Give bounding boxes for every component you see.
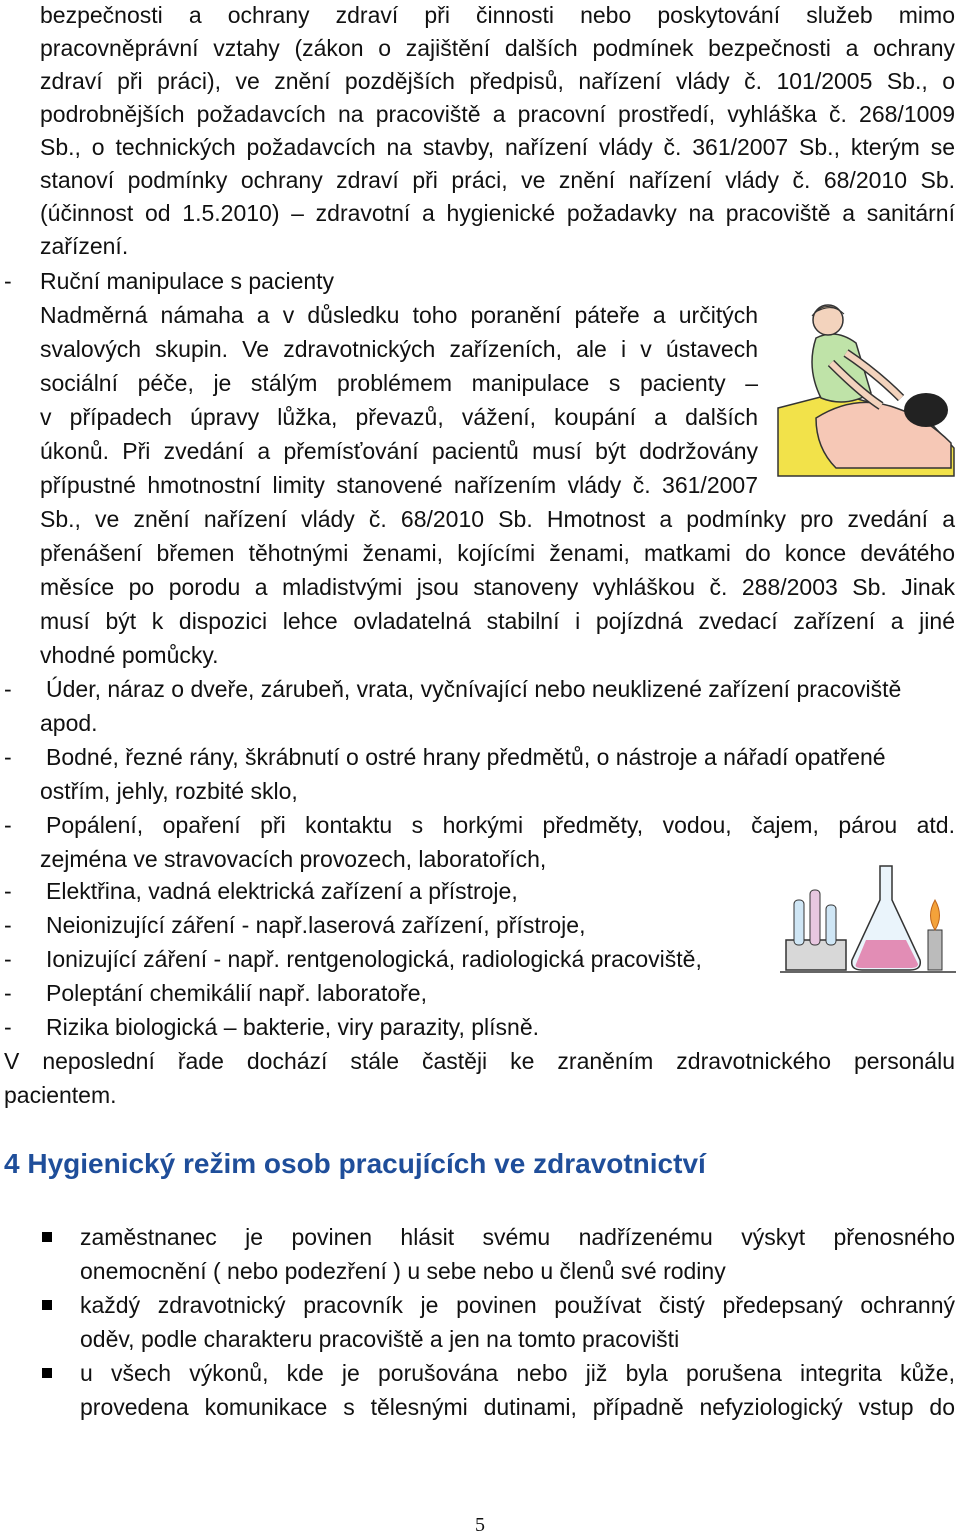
text-line: zařízení.	[40, 233, 129, 259]
list-dash: -	[4, 268, 12, 294]
text-line: úkonů. Při zvedání a přemísťování pacientů musí být dodržovány	[40, 438, 758, 464]
bullet-item-cont: provedena komunikace s tělesnými dutinami, případně nefyziologický vstup do	[80, 1394, 955, 1420]
text-line: Nadměrná námaha a v důsledku toho poranění páteře a určitých	[40, 302, 758, 328]
list-dash: -	[4, 812, 12, 838]
text-line: Sb., ve znění nařízení vlády č. 68/2010 Sb. Hmotnost a podmínky pro zvedání a	[40, 506, 955, 532]
list-dash: -	[4, 744, 12, 770]
text-line: podrobnějších požadavcích na pracoviště a pracovní prostředí, vyhláška č. 268/1009	[40, 101, 955, 127]
list-dash: -	[4, 676, 12, 702]
text-line: pacientem.	[4, 1082, 117, 1108]
text-line: stanoví podmínky ochrany zdraví při práci, ve znění nařízení vlády č. 68/2010 Sb.	[40, 167, 955, 193]
text-line: vhodné pomůcky.	[40, 642, 219, 668]
text-line: musí být k dispozici lehce ovladatelná stabilní i pojízdná zvedací zařízení a jiné	[40, 608, 955, 634]
text-line: měsíce po porodu a mladistvými jsou stanoveny vyhláškou č. 288/2003 Sb. Jinak	[40, 574, 955, 600]
list-item: Bodné, řezné rány, škrábnutí o ostré hrany předmětů, o nástroje a nářadí opatřené	[46, 744, 886, 770]
text-line: zdraví při práci), ve znění pozdějších předpisů, nařízení vlády č. 101/2005 Sb., o	[40, 68, 955, 94]
section-heading: 4 Hygienický režim osob pracujících ve zdravotnictví	[4, 1148, 706, 1179]
text-line: v případech úpravy lůžka, převazů, vážení, koupání a dalších	[40, 404, 758, 430]
bullet-item-cont: oděv, podle charakteru pracoviště a jen na tomto pracovišti	[80, 1326, 680, 1352]
list-item-cont: zejména ve stravovacích provozech, laboratořích,	[40, 846, 547, 872]
manipulation-title: Ruční manipulace s pacienty	[40, 268, 335, 294]
text-line: V neposlední řade dochází stále častěji ke zraněním zdravotnického personálu	[4, 1048, 955, 1074]
text-line: přenášení břemen těhotnými ženami, kojícími ženami, matkami do konce devátého	[40, 540, 955, 566]
nurse-massage-illustration	[776, 298, 956, 478]
bullet-item: zaměstnanec je povinen hlásit svému nadřízenému výskyt přenosného	[80, 1224, 955, 1250]
list-item-cont: apod.	[40, 710, 98, 736]
bullet-square-icon	[42, 1368, 52, 1378]
page-number: 5	[475, 1514, 485, 1536]
list-dash: -	[4, 878, 12, 904]
list-dash: -	[4, 1014, 12, 1040]
list-item: Elektřina, vadná elektrická zařízení a přístroje,	[46, 878, 518, 904]
bullet-item: u všech výkonů, kde je porušována nebo již byla porušena integrita kůže,	[80, 1360, 955, 1386]
text-line: přípustné hmotnostní limity stanovené nařízením vlády č. 361/2007	[40, 472, 758, 498]
list-item: Poleptání chemikálií např. laboratoře,	[46, 980, 427, 1006]
text-line: svalových skupin. Ve zdravotnických zařízeních, ale i v ústavech	[40, 336, 758, 362]
bullet-square-icon	[42, 1232, 52, 1242]
list-item: Rizika biologická – bakterie, viry parazity, plísně.	[46, 1014, 540, 1040]
list-dash: -	[4, 912, 12, 938]
bullet-item: každý zdravotnický pracovník je povinen používat čistý předepsaný ochranný	[80, 1292, 955, 1318]
list-dash: -	[4, 980, 12, 1006]
list-item-cont: ostřím, jehly, rozbité sklo,	[40, 778, 298, 804]
text-line: bezpečnosti a ochrany zdraví při činnosti nebo poskytování služeb mimo	[40, 2, 955, 28]
list-item: Úder, náraz o dveře, zárubeň, vrata, vyčnívající nebo neuklizené zařízení pracoviště	[46, 676, 902, 702]
laboratory-glassware-illustration	[780, 860, 956, 980]
bullet-square-icon	[42, 1300, 52, 1310]
text-line: sociální péče, je stálým problémem manipulace s pacienty –	[40, 370, 758, 396]
text-line: Sb., o technických požadavcích na stavby, nařízení vlády č. 361/2007 Sb., kterým se	[40, 134, 955, 160]
bullet-item-cont: onemocnění ( nebo podezření ) u sebe nebo u členů své rodiny	[80, 1258, 726, 1284]
list-item: Ionizující záření - např. rentgenologická, radiologická pracoviště,	[46, 946, 702, 972]
list-item: Popálení, opaření při kontaktu s horkými předměty, vodou, čajem, párou atd.	[46, 812, 955, 838]
list-dash: -	[4, 946, 12, 972]
text-line: (účinnost od 1.5.2010) – zdravotní a hygienické požadavky na pracoviště a sanitární	[40, 200, 955, 226]
text-line: pracovněprávní vztahy (zákon o zajištění dalších podmínek bezpečnosti a ochrany	[40, 35, 955, 61]
list-item: Neionizující záření - např.laserová zařízení, přístroje,	[46, 912, 586, 938]
